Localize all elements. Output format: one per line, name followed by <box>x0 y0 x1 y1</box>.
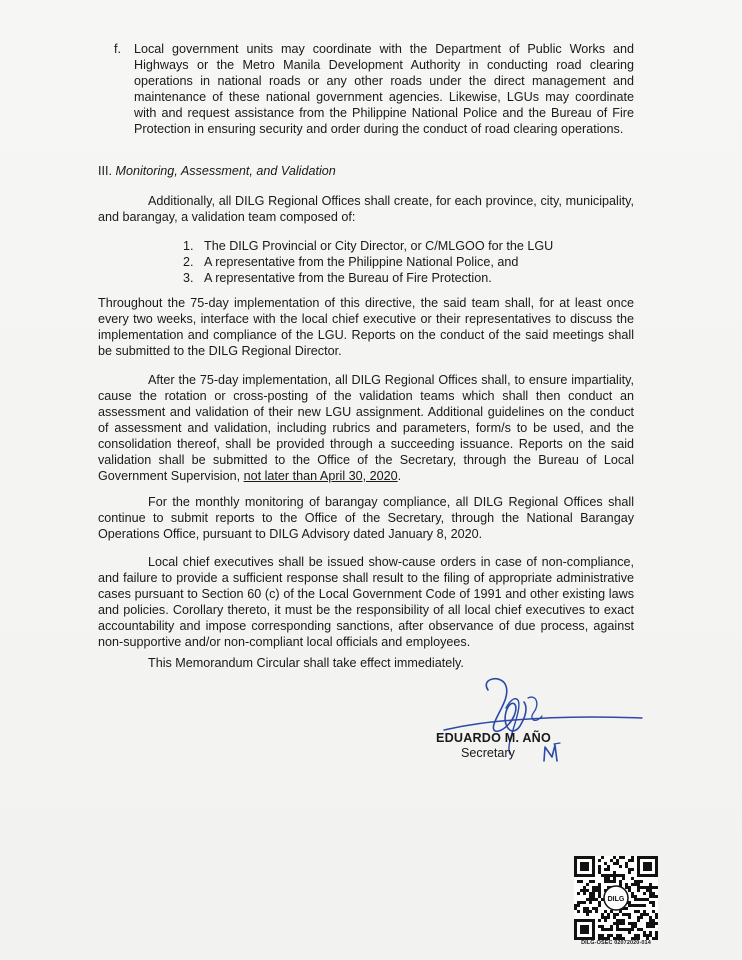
list-item: 1. The DILG Provincial or City Director, or C/MLGOO for the LGU <box>183 239 554 253</box>
item-f-text: Local government units may coordinate with the Department of Public Works and Highways or the Metro Manila Development Authority in conducting road clearing operations in national roads or any other roads under the direct management and maintenance of these national government agencies. Likewise, LGUs may coordinate with and request assistance from the Philippine National Police and the Bureau of Fire Protection in ensuring security and order during the conduct of road clearing operations. <box>134 42 634 136</box>
qr-caption: DILG-OSEC 02072020-014 <box>581 940 651 946</box>
handwritten-initial <box>541 741 563 763</box>
item-marker: f. <box>114 42 121 56</box>
signatory-name: EDUARDO M. AÑO <box>436 731 551 745</box>
team-member-list <box>183 238 623 286</box>
section-heading <box>98 163 336 179</box>
paragraph-meetings: Throughout the 75-day implementation of this directive, the said team shall, for at least once every two weeks, interface with the local chief executive or their representatives to discuss the implementation and compliance of the LGU. Reports on the conduct of the said meetings shall be submitted to the DILG Regional Director. <box>98 296 634 358</box>
list-item-f <box>114 41 634 137</box>
list-item: 2. A representative from the Philippine National Police, and <box>183 255 519 269</box>
handwritten-signature <box>410 668 650 768</box>
qr-code-icon <box>574 856 658 940</box>
paragraph-rotation: After the 75-day implementation, all DILG Regional Offices shall, to ensure impartiality, cause the rotation or cross-posting of the validation teams which shall then conduct an assessment and validation of their new LGU assignment. Additional guidelines on the conduct of assessment and validation, including rubrics and parameters, form/s to be used, and the consolidation thereof, shall be provided through a succeeding issuance. Reports on the said validation shall be submitted to the Office of the Secretary, through the Bureau of Local Government Supervision, not later than April 30, 2020. <box>98 373 634 483</box>
section-title: Monitoring, Assessment, and Validation <box>115 164 336 178</box>
paragraph-effectivity: This Memorandum Circular shall take effect immediately. <box>148 656 464 670</box>
dilg-logo-text: DILG <box>607 896 625 903</box>
signatory-title: Secretary <box>461 746 515 760</box>
paragraph-validation-team: Additionally, all DILG Regional Offices shall create, for each province, city, municipality, and barangay, a validation team composed of: <box>98 194 634 224</box>
paragraph-show-cause: Local chief executives shall be issued show-cause orders in case of non-compliance, and failure to provide a sufficient response shall result to the filing of appropriate administrative cases pursuant to Section 60 (c) of the Local Government Code of 1991 and other existing laws and policies. Corollary thereto, it must be the responsibility of all local chief executives to exact accountability and impose corresponding sanctions, after observance of due process, against non-supportive and/or non-compliant local officials and employees. <box>98 555 634 649</box>
paragraph-monthly-monitoring: For the monthly monitoring of barangay compliance, all DILG Regional Offices shall continue to submit reports to the Office of the Secretary, through the National Barangay Operations Office, pursuant to DILG Advisory dated January 8, 2020. <box>98 495 634 541</box>
list-item: 3. A representative from the Bureau of Fire Protection. <box>183 271 492 285</box>
deadline-text: not later than April 30, 2020 <box>243 469 398 483</box>
section-numeral: III. <box>98 164 112 178</box>
